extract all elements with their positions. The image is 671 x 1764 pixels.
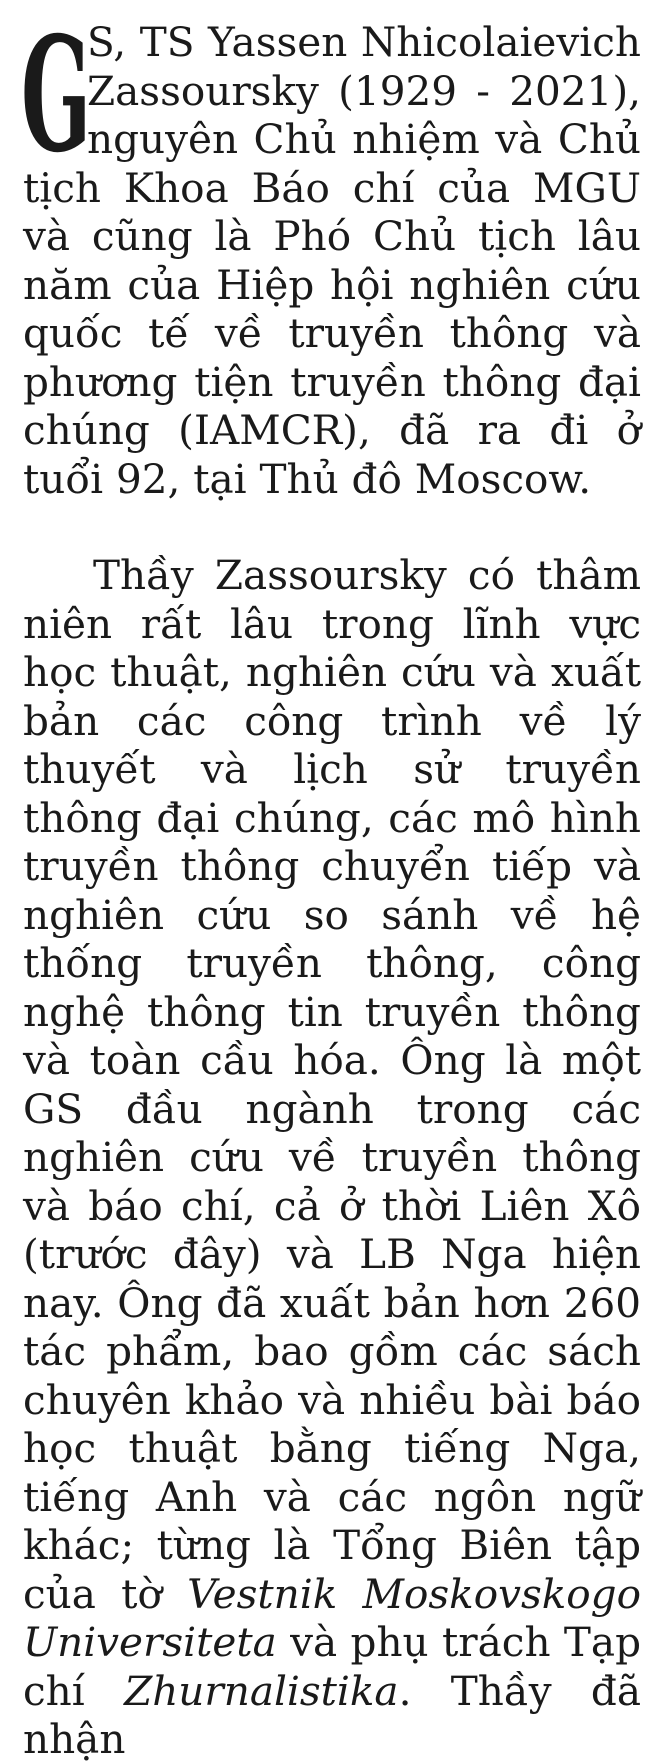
paragraph-intro-text: S, TS Yassen Nhicolaievich Zassoursky (1929 - 2021), nguyên Chủ nhiệm và Chủ tịch Khoa Báo chí của MGU và cũng là Phó Chủ tịch lâu năm của Hiệp hội nghiên cứu quốc tế về truyền thông và phương tiện truyền thông đại chúng (IAMCR), đã ra đi ở tuổi 92, tại Thủ đô Moscow. <box>23 18 641 503</box>
journal-title-vestnik: Vestnik Moskovskogo Universiteta <box>23 1569 641 1666</box>
paragraph-career <box>23 551 641 1764</box>
journal-title-zhurnalistika: Zhurnalistika <box>124 1666 399 1715</box>
paragraph-intro <box>21 3 641 503</box>
drop-cap: G <box>21 3 92 188</box>
paragraph-career-text-3: . Thầy đã nhận <box>23 1666 641 1763</box>
paragraph-career-text: Thầy Zassoursky có thâm niên rất lâu trong lĩnh vực học thuật, nghiên cứu và xuất bản các công trình về lý thuyết và lịch sử truyền thông đại chúng, các mô hình truyền thông chuyển tiếp và nghiên cứu so sánh về hệ thống truyền thông, công nghệ thông tin truyền thông và toàn cầu hóa. Ông là một GS đầu ngành trong các nghiên cứu về truyền thông và báo chí, cả ở thời Liên Xô (trước đây) và LB Nga hiện nay. Ông đã xuất bản hơn 260 tác phẩm, bao gồm các sách chuyên khảo và nhiều bài báo học thuật bằng tiếng Nga, tiếng Anh và các ngôn ngữ khác; từng là Tổng Biên tập của tờ <box>23 551 641 1618</box>
paragraph-career-text-2: và phụ trách Tạp chí <box>23 1618 641 1715</box>
